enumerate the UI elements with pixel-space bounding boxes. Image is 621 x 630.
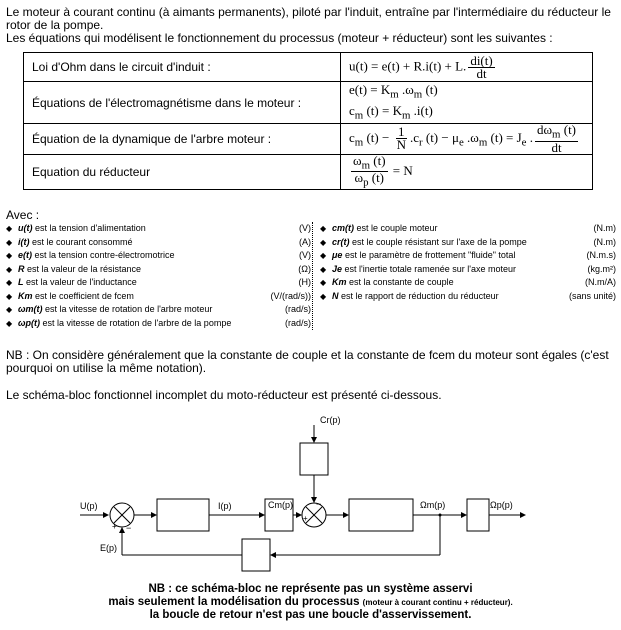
- bullet-icon: ◆: [320, 237, 327, 247]
- intro-line-2: Les équations qui modélisent le fonctionnement du processus (moteur + réducteur) sont les suivantes :: [6, 31, 553, 45]
- variables-list-left: [6, 222, 311, 330]
- bullet-icon: ◆: [6, 305, 13, 314]
- variable-description: est le couple résistant sur l'axe de la pompe: [349, 236, 527, 247]
- bullet-icon: ◆: [6, 251, 13, 260]
- intro-paragraph: [6, 6, 616, 45]
- variable-row: [6, 263, 311, 277]
- nb-bottom-line-2a: mais seulement la modélisation du processus: [108, 596, 363, 608]
- label-cr: Cr(p): [320, 415, 341, 425]
- equations-table: [23, 52, 593, 190]
- block-cr: [300, 443, 328, 475]
- variable-unit: (V/(rad/s)): [270, 290, 311, 301]
- label-om: Ωm(p): [420, 500, 446, 510]
- variable-unit: (rad/s): [284, 304, 311, 314]
- variable-row: [6, 290, 311, 304]
- label-i: I(p): [218, 501, 232, 511]
- variable-unit: (kg.m²): [587, 263, 616, 274]
- bullet-icon: ◆: [6, 264, 13, 274]
- variable-description: est la vitesse de rotation de l'arbre de la pompe: [40, 317, 232, 328]
- variable-symbol: u(t): [18, 223, 33, 233]
- variable-description: est le coefficient de fcem: [32, 290, 134, 301]
- svg-text:−: −: [126, 523, 132, 533]
- variable-unit: (V): [299, 223, 311, 233]
- variable-unit: (Ω): [298, 263, 311, 274]
- equation-label: Équations de l'électromagnétisme dans le moteur :: [24, 82, 341, 124]
- bullet-icon: ◆: [6, 224, 13, 233]
- svg-text:+: +: [303, 514, 308, 523]
- block-1: [157, 499, 209, 531]
- variable-description: est le couple moteur: [354, 223, 438, 233]
- variable-description: est l'inertie totale ramenée sur l'axe moteur: [342, 263, 517, 274]
- variable-description: est le paramètre de frottement "fluide" total: [342, 250, 516, 260]
- nb-bottom-line-2b: (moteur à courant continu + réducteur).: [362, 598, 513, 607]
- variable-description: est la constante de couple: [346, 277, 454, 287]
- variables-list-right: [320, 222, 616, 303]
- variable-unit: (N.m): [593, 223, 616, 233]
- label-e: E(p): [100, 543, 118, 553]
- variable-unit: (N.m.s): [586, 250, 616, 260]
- variable-unit: (sans unité): [568, 290, 616, 301]
- bullet-icon: ◆: [6, 318, 13, 328]
- bullet-icon: ◆: [6, 278, 13, 287]
- variable-symbol: Je: [332, 263, 343, 274]
- variable-row: [320, 222, 616, 236]
- variable-unit: (H): [298, 277, 311, 287]
- variable-unit: (rad/s): [284, 317, 311, 328]
- svg-text:+: +: [112, 522, 117, 531]
- bullet-icon: ◆: [320, 251, 327, 260]
- variable-symbol: N: [332, 290, 339, 301]
- variable-description: est le rapport de réduction du réducteur: [338, 290, 499, 301]
- intro-line-1: Le moteur à courant continu (à aimants permanents), piloté par l'induit, entraîne par l'intermédiaire du réducteur le rotor de la pompe.: [6, 5, 611, 32]
- variable-row: [6, 317, 311, 331]
- avec-label: Avec :: [6, 208, 40, 222]
- variable-symbol: ωm(t): [18, 304, 43, 314]
- bullet-icon: ◆: [6, 291, 13, 301]
- variable-unit: (V): [299, 250, 311, 260]
- schema-intro: Le schéma-bloc fonctionnel incomplet du moto-réducteur est présenté ci-dessous.: [6, 388, 442, 402]
- equation-formula-reducteur: $\frac{\omega_m (t)}{\omega_p (t)}$ = N: [341, 154, 593, 189]
- variable-description: est la valeur de la résistance: [24, 263, 142, 274]
- svg-text:−: −: [316, 499, 322, 509]
- equation-formula-dynamique: $c_m$ (t) − $\frac{1}{N}$ $.c_r$ $(t) - \mu_e$ $.\omega_m$ $(t) = J_e$ . $\frac{d\omega_m (t)}{dt}$: [341, 124, 593, 155]
- label-cm: Cm(p): [268, 500, 293, 510]
- variable-row: [320, 263, 616, 277]
- variable-symbol: L: [18, 277, 24, 287]
- equation-formula-electromag: $e(t) = K_m$ $.\omega_m$ (t) $c_m$ $(t) = K_m$ .i(t): [341, 82, 593, 124]
- equation-label: Équation de la dynamique de l'arbre moteur :: [24, 124, 341, 155]
- nb-bottom-note: [0, 583, 621, 622]
- variable-symbol: cr(t): [332, 236, 350, 247]
- block-4: [467, 499, 489, 531]
- variable-symbol: μe: [332, 250, 343, 260]
- label-u: U(p): [80, 501, 98, 511]
- variable-description: est la tension d'alimentation: [32, 223, 146, 233]
- block-3: [349, 499, 413, 531]
- bullet-icon: ◆: [320, 224, 327, 233]
- nb-note: NB : On considère généralement que la constante de couple et la constante de fcem du moteur sont égales (c'est pourquoi on utilise la même notation).: [6, 348, 609, 375]
- variable-row: [6, 303, 311, 317]
- variable-row: [6, 249, 311, 263]
- variable-symbol: i(t): [18, 236, 30, 247]
- nb-bottom-line-1: NB : ce schéma-bloc ne représente pas un système asservi: [148, 583, 473, 595]
- variable-unit: (A): [299, 236, 311, 247]
- variable-row: [320, 276, 616, 290]
- equation-label: Equation du réducteur: [24, 154, 341, 189]
- variable-description: est le courant consommé: [29, 236, 133, 247]
- variable-description: est la vitesse de rotation de l'arbre moteur: [42, 304, 213, 314]
- variable-symbol: R: [18, 263, 25, 274]
- nb-bottom-line-3: la boucle de retour n'est pas une boucle d'asservissement.: [149, 609, 472, 621]
- variable-symbol: Km: [18, 290, 33, 301]
- variable-row: [320, 290, 616, 304]
- bullet-icon: ◆: [320, 291, 327, 301]
- bullet-icon: ◆: [6, 237, 13, 247]
- equation-row-dynamique: [24, 124, 593, 155]
- equation-row-electromag: [24, 82, 593, 124]
- variable-symbol: Km: [332, 277, 347, 287]
- variable-row: [6, 222, 311, 236]
- variable-row: [320, 249, 616, 263]
- equation-row-ohm: [24, 53, 593, 82]
- bullet-icon: ◆: [320, 264, 327, 274]
- variable-symbol: cm(t): [332, 223, 354, 233]
- label-op: Ωp(p): [490, 500, 513, 510]
- column-separator: [312, 222, 313, 330]
- block-feedback: [242, 539, 270, 571]
- equation-row-reducteur: [24, 154, 593, 189]
- variable-symbol: ωp(t): [18, 317, 40, 328]
- equation-formula-ohm: u(t) = e(t) + R.i(t) + L. $\frac{di(t)}{dt}$: [341, 53, 593, 82]
- variable-row: [6, 276, 311, 290]
- equation-label: Loi d'Ohm dans le circuit d'induit :: [24, 53, 341, 82]
- variable-description: est la tension contre-électromotrice: [32, 250, 175, 260]
- variable-description: est la valeur de l'inductance: [23, 277, 137, 287]
- variable-unit: (N.m/A): [585, 277, 616, 287]
- variable-row: [320, 236, 616, 250]
- variable-unit: (N.m): [593, 236, 616, 247]
- bullet-icon: ◆: [320, 278, 327, 287]
- variable-row: [6, 236, 311, 250]
- variable-symbol: e(t): [18, 250, 32, 260]
- block-diagram: [0, 405, 621, 583]
